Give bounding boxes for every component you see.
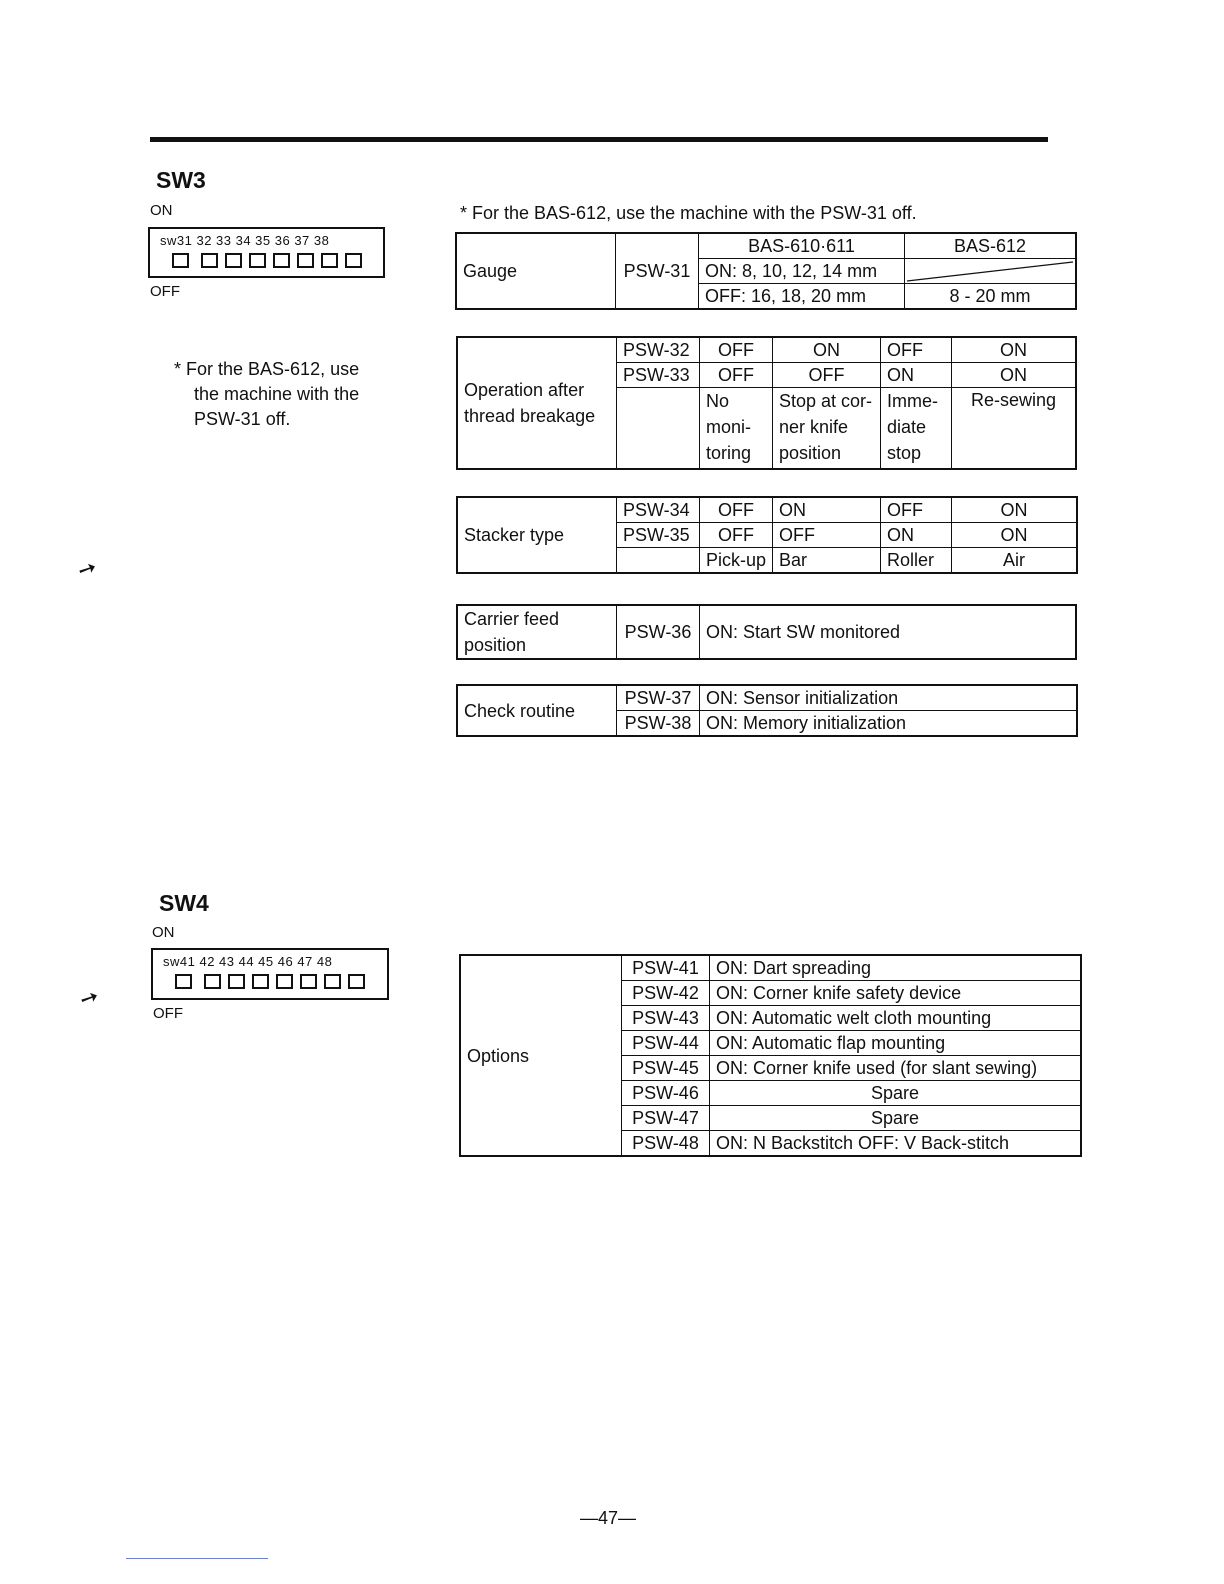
sw3-switch-numbers: sw31 32 33 34 35 36 37 38 [160, 233, 330, 248]
sw4-on-label: ON [152, 924, 175, 941]
check-switch: PSW-37 [617, 685, 700, 711]
dip-switch-45 [276, 974, 293, 989]
operation-value: ON [952, 337, 1077, 363]
options-switch: PSW-46 [622, 1081, 710, 1106]
operation-result: No moni- toring [700, 388, 773, 470]
diagonal-slash-icon [905, 259, 1075, 283]
dip-switch-48 [348, 974, 365, 989]
stacker-value: OFF [773, 523, 881, 548]
check-value: ON: Sensor initialization [700, 685, 1078, 711]
options-value: ON: Automatic welt cloth mounting [710, 1006, 1082, 1031]
page-number: —47— [580, 1508, 637, 1528]
stacker-value: OFF [700, 497, 773, 523]
dip-switch-35 [273, 253, 290, 268]
sw4-dip-switch [151, 948, 389, 1000]
stacker-empty-cell [617, 548, 700, 574]
check-label: Check routine [457, 685, 617, 736]
sw3-note [174, 357, 389, 432]
stacker-value: ON [881, 523, 952, 548]
dip-switch-43 [228, 974, 245, 989]
top-note: * For the BAS-612, use the machine with the PSW-31 off. [460, 203, 917, 223]
gauge-on-value: ON: 8, 10, 12, 14 mm [699, 259, 905, 284]
dip-switch-38 [345, 253, 362, 268]
note-line: the machine with the [194, 384, 360, 404]
operation-switch: PSW-33 [617, 363, 700, 388]
operation-value: ON [952, 363, 1077, 388]
gauge-bas612-on-empty [905, 259, 1077, 284]
scan-mark-icon: ➙ [76, 982, 102, 1013]
options-switch: PSW-48 [622, 1131, 710, 1157]
stacker-label: Stacker type [457, 497, 617, 573]
operation-value: OFF [700, 337, 773, 363]
check-table [456, 684, 1078, 737]
scan-mark-icon: ➙ [74, 553, 100, 584]
operation-value: OFF [881, 337, 952, 363]
stacker-value: OFF [700, 523, 773, 548]
carrier-label: Carrier feed position [457, 605, 617, 659]
operation-empty-cell [617, 388, 700, 470]
dip-switch-46 [300, 974, 317, 989]
gauge-label: Gauge [456, 233, 616, 309]
options-switch: PSW-47 [622, 1106, 710, 1131]
check-switch: PSW-38 [617, 711, 700, 737]
check-value: ON: Memory initialization [700, 711, 1078, 737]
stacker-table [456, 496, 1078, 574]
options-table [459, 954, 1082, 1157]
stacker-value: OFF [881, 497, 952, 523]
gauge-switch: PSW-31 [616, 233, 699, 309]
operation-switch: PSW-32 [617, 337, 700, 363]
sw4-title: SW4 [159, 890, 209, 916]
options-switch: PSW-43 [622, 1006, 710, 1031]
stacker-switch: PSW-35 [617, 523, 700, 548]
sw3-off-label: OFF [150, 283, 180, 300]
options-value: ON: N Backstitch OFF: V Back-stitch [710, 1131, 1082, 1157]
operation-value: OFF [700, 363, 773, 388]
carrier-table [456, 604, 1077, 660]
sw3-dip-switch [148, 227, 385, 278]
options-value: ON: Automatic flap mounting [710, 1031, 1082, 1056]
gauge-col-bas610-611: BAS-610·611 [699, 233, 905, 259]
dip-switch-34 [249, 253, 266, 268]
footer-link-line [126, 1558, 268, 1559]
stacker-result: Air [952, 548, 1078, 574]
operation-result: Stop at cor- ner knife position [773, 388, 881, 470]
stacker-switch: PSW-34 [617, 497, 700, 523]
options-switch: PSW-44 [622, 1031, 710, 1056]
sw4-off-label: OFF [153, 1005, 183, 1022]
operation-label: Operation after thread breakage [457, 337, 617, 469]
options-switch: PSW-42 [622, 981, 710, 1006]
options-switch: PSW-41 [622, 955, 710, 981]
options-value: ON: Corner knife safety device [710, 981, 1082, 1006]
sw3-on-label: ON [150, 202, 173, 219]
operation-value: ON [881, 363, 952, 388]
dip-switch-47 [324, 974, 341, 989]
dip-switch-36 [297, 253, 314, 268]
carrier-value: ON: Start SW monitored [700, 605, 1077, 659]
dip-switch-37 [321, 253, 338, 268]
operation-value: OFF [773, 363, 881, 388]
gauge-col-bas612: BAS-612 [905, 233, 1077, 259]
gauge-off-value: OFF: 16, 18, 20 mm [699, 284, 905, 310]
stacker-result: Roller [881, 548, 952, 574]
sw4-switch-numbers: sw41 42 43 44 45 46 47 48 [163, 954, 333, 969]
gauge-bas612-off-value: 8 - 20 mm [905, 284, 1077, 310]
dip-switch-42 [204, 974, 221, 989]
operation-table [456, 336, 1077, 470]
carrier-switch: PSW-36 [617, 605, 700, 659]
stacker-result: Bar [773, 548, 881, 574]
dip-switch-32 [201, 253, 218, 268]
stacker-result: Pick-up [700, 548, 773, 574]
operation-result: Imme- diate stop [881, 388, 952, 470]
gauge-table [455, 232, 1077, 310]
note-line: PSW-31 off. [194, 409, 291, 429]
stacker-value: ON [952, 523, 1078, 548]
options-value: Spare [710, 1081, 1082, 1106]
dip-switch-41 [175, 974, 192, 989]
dip-switch-31 [172, 253, 189, 268]
operation-value: ON [773, 337, 881, 363]
top-rule [150, 137, 1048, 142]
operation-result: Re-sewing [952, 388, 1077, 470]
sw3-title: SW3 [156, 167, 206, 193]
options-value: ON: Dart spreading [710, 955, 1082, 981]
options-switch: PSW-45 [622, 1056, 710, 1081]
options-value: Spare [710, 1106, 1082, 1131]
stacker-value: ON [773, 497, 881, 523]
dip-switch-33 [225, 253, 242, 268]
stacker-value: ON [952, 497, 1078, 523]
note-line: * For the BAS-612, use [174, 359, 360, 379]
options-value: ON: Corner knife used (for slant sewing) [710, 1056, 1082, 1081]
options-label: Options [460, 955, 622, 1156]
dip-switch-44 [252, 974, 269, 989]
